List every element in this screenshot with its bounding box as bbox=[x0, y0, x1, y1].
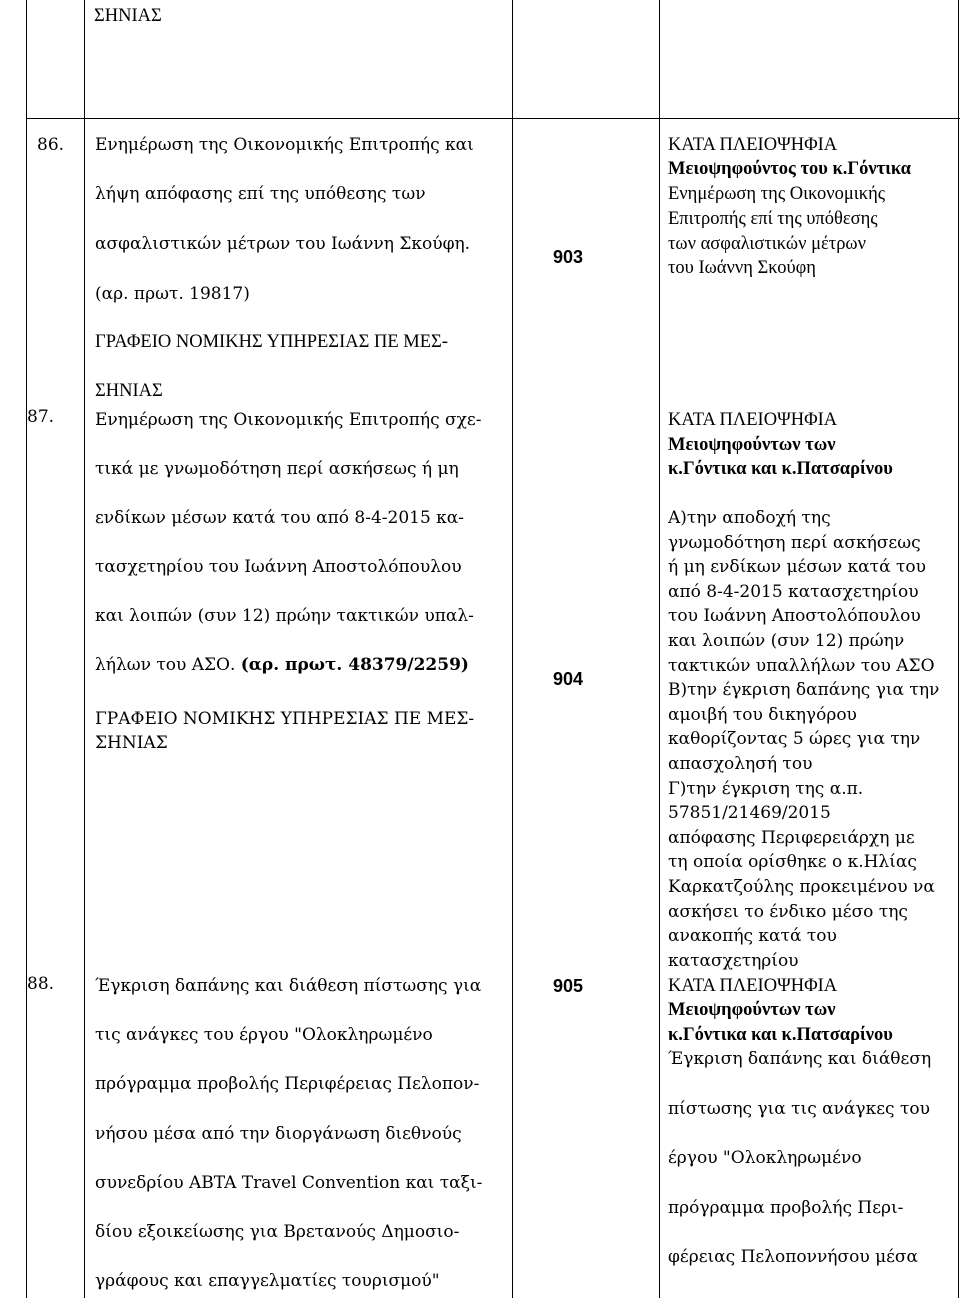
column-divider-number bbox=[84, 0, 85, 1298]
text-line: του Ιωάννη Αποστολόπουλου bbox=[668, 606, 921, 627]
text-line: αμοιβή του δικηγόρου bbox=[668, 704, 857, 725]
result-heading: ΚΑΤΑ ΠΛΕΙΟΨΗΦΙΑ bbox=[668, 976, 838, 996]
result-minority: κ.Γόντικα και κ.Πατσαρίνου bbox=[668, 459, 893, 479]
text-line: πρόγραμμα προβολής Περιφέρειας Πελοπον- bbox=[95, 1074, 480, 1095]
text-line: Έγκριση δαπάνης και διάθεση bbox=[668, 1049, 932, 1069]
column-divider-decision bbox=[659, 0, 660, 1298]
text-line: και λοιπών (συν 12) πρώην bbox=[668, 631, 905, 651]
result-line: των ασφαλιστικών μέτρων bbox=[668, 234, 866, 254]
subject-line: Ενημέρωση της Οικονομικής Επιτροπής και bbox=[95, 135, 474, 155]
subject-line: λήψη απόφασης επί της υπόθεσης των bbox=[95, 184, 426, 204]
text-line: ασκήσει το ένδικο μέσο της bbox=[668, 901, 908, 922]
text-line: ανακοπής κατά του bbox=[668, 926, 837, 947]
text-line: Έγκριση δαπάνης και διάθεση πίστωσης για bbox=[95, 976, 482, 996]
header-continuation: ΣΗΝΙΑΣ bbox=[94, 6, 162, 26]
text-line: Καρκατζούλης προκειμένου να bbox=[668, 877, 935, 897]
subject-line: Ενημέρωση της Οικονομικής Επιτροπής σχε- bbox=[95, 410, 482, 430]
text-line: τακτικών υπαλλήλων του ΑΣΟ bbox=[668, 655, 935, 676]
text-line: δίου εξοικείωσης για Βρετανούς Δημοσιο- bbox=[95, 1222, 460, 1242]
subject-line: τικά με γνωμοδότηση περί ασκήσεως ή μη bbox=[95, 459, 459, 479]
table-left-border bbox=[26, 0, 27, 1298]
result-line: Ενημέρωση της Οικονομικής bbox=[668, 184, 886, 204]
protocol-number: (αρ. πρωτ. 48379/2259) bbox=[240, 655, 469, 675]
result-minority: κ.Γόντικα και κ.Πατσαρίνου bbox=[668, 1025, 893, 1045]
text-line: κατασχετηρίου bbox=[668, 950, 799, 971]
text-line: πρόγραμμα προβολής Περι- bbox=[668, 1197, 904, 1218]
row-separator-86 bbox=[26, 118, 960, 119]
subject-line: ενδίκων μέσων κατά του από 8-4-2015 κα- bbox=[95, 508, 465, 528]
text-line: καθορίζοντας 5 ώρες για την bbox=[668, 729, 921, 750]
text-line: Γ)την έγκριση της α.π. bbox=[668, 778, 864, 799]
table-right-border bbox=[958, 0, 959, 1298]
result-heading: ΚΑΤΑ ΠΛΕΙΟΨΗΦΙΑ bbox=[668, 410, 838, 430]
text-line: από 8-4-2015 κατασχετηρίου bbox=[668, 581, 919, 602]
text-line: έργου "Ολοκληρωμένο bbox=[668, 1148, 862, 1168]
item-number: 87. bbox=[27, 407, 55, 427]
text-line: 57851/21469/2015 bbox=[668, 803, 831, 824]
text-line: γνωμοδότηση περί ασκήσεως bbox=[668, 532, 921, 553]
subject-line: ασφαλιστικών μέτρων του Ιωάννη Σκούφη. bbox=[95, 234, 471, 254]
result-minority: Μειοψηφούντος του κ.Γόντικα bbox=[668, 159, 911, 179]
result-line: του Ιωάννη Σκούφη bbox=[668, 258, 816, 278]
decision-number: 904 bbox=[553, 669, 584, 689]
text-line: τη οποία ορίσθηκε ο κ.Ηλίας bbox=[668, 852, 917, 873]
subject-line: και λοιπών (συν 12) πρώην τακτικών υπαλ- bbox=[95, 606, 474, 626]
column-divider-subject bbox=[512, 0, 513, 1298]
text-line: φέρειας Πελοποννήσου μέσα bbox=[668, 1247, 919, 1267]
result-heading: ΚΑΤΑ ΠΛΕΙΟΨΗΦΙΑ bbox=[668, 135, 838, 155]
text-line: πίστωσης για τις ανάγκες του bbox=[668, 1098, 930, 1119]
text-line: απόφασης Περιφερειάρχη με bbox=[668, 827, 915, 848]
text-line: ή μη ενδίκων μέσων κατά του bbox=[668, 557, 926, 578]
department-label: ΣΗΝΙΑΣ bbox=[95, 733, 168, 753]
subject-line: τασχετηρίου του Ιωάννη Αποστολόπουλου bbox=[95, 557, 462, 577]
item-number: 86. bbox=[37, 135, 65, 155]
decision-number: 903 bbox=[553, 247, 584, 267]
result-line: Επιτροπής επί της υπόθεσης bbox=[668, 209, 878, 229]
text-line: συνεδρίου ABTA Travel Convention και ταξι- bbox=[95, 1172, 483, 1193]
subject-line: (αρ. πρωτ. 19817) bbox=[95, 284, 250, 304]
item-number: 88. bbox=[27, 974, 55, 994]
department-label: ΓΡΑΦΕΙΟ ΝΟΜΙΚΗΣ ΥΠΗΡΕΣΙΑΣ ΠΕ ΜΕΣ- bbox=[95, 709, 475, 729]
text-line: Α)την αποδοχή της bbox=[668, 508, 831, 528]
text-line: τις ανάγκες του έργου "Ολοκληρωμένο bbox=[95, 1025, 433, 1046]
subject-line-last bbox=[95, 653, 469, 677]
text-line: Β)την έγκριση δαπάνης για την bbox=[668, 680, 940, 701]
subject-text: λήλων του ΑΣΟ. bbox=[95, 655, 236, 675]
department-label: ΓΡΑΦΕΙΟ ΝΟΜΙΚΗΣ ΥΠΗΡΕΣΙΑΣ ΠΕ ΜΕΣ- bbox=[95, 332, 448, 352]
text-line: γράφους και επαγγελματίες τουρισμού" bbox=[95, 1271, 440, 1292]
result-minority: Μειοψηφούντων των bbox=[668, 435, 836, 455]
result-minority: Μειοψηφούντων των bbox=[668, 1000, 836, 1020]
text-line: απασχολησή του bbox=[668, 754, 813, 774]
department-label: ΣΗΝΙΑΣ bbox=[95, 381, 163, 401]
decision-number: 905 bbox=[553, 976, 584, 996]
text-line: νήσου μέσα από την διοργάνωση διεθνούς bbox=[95, 1123, 462, 1144]
